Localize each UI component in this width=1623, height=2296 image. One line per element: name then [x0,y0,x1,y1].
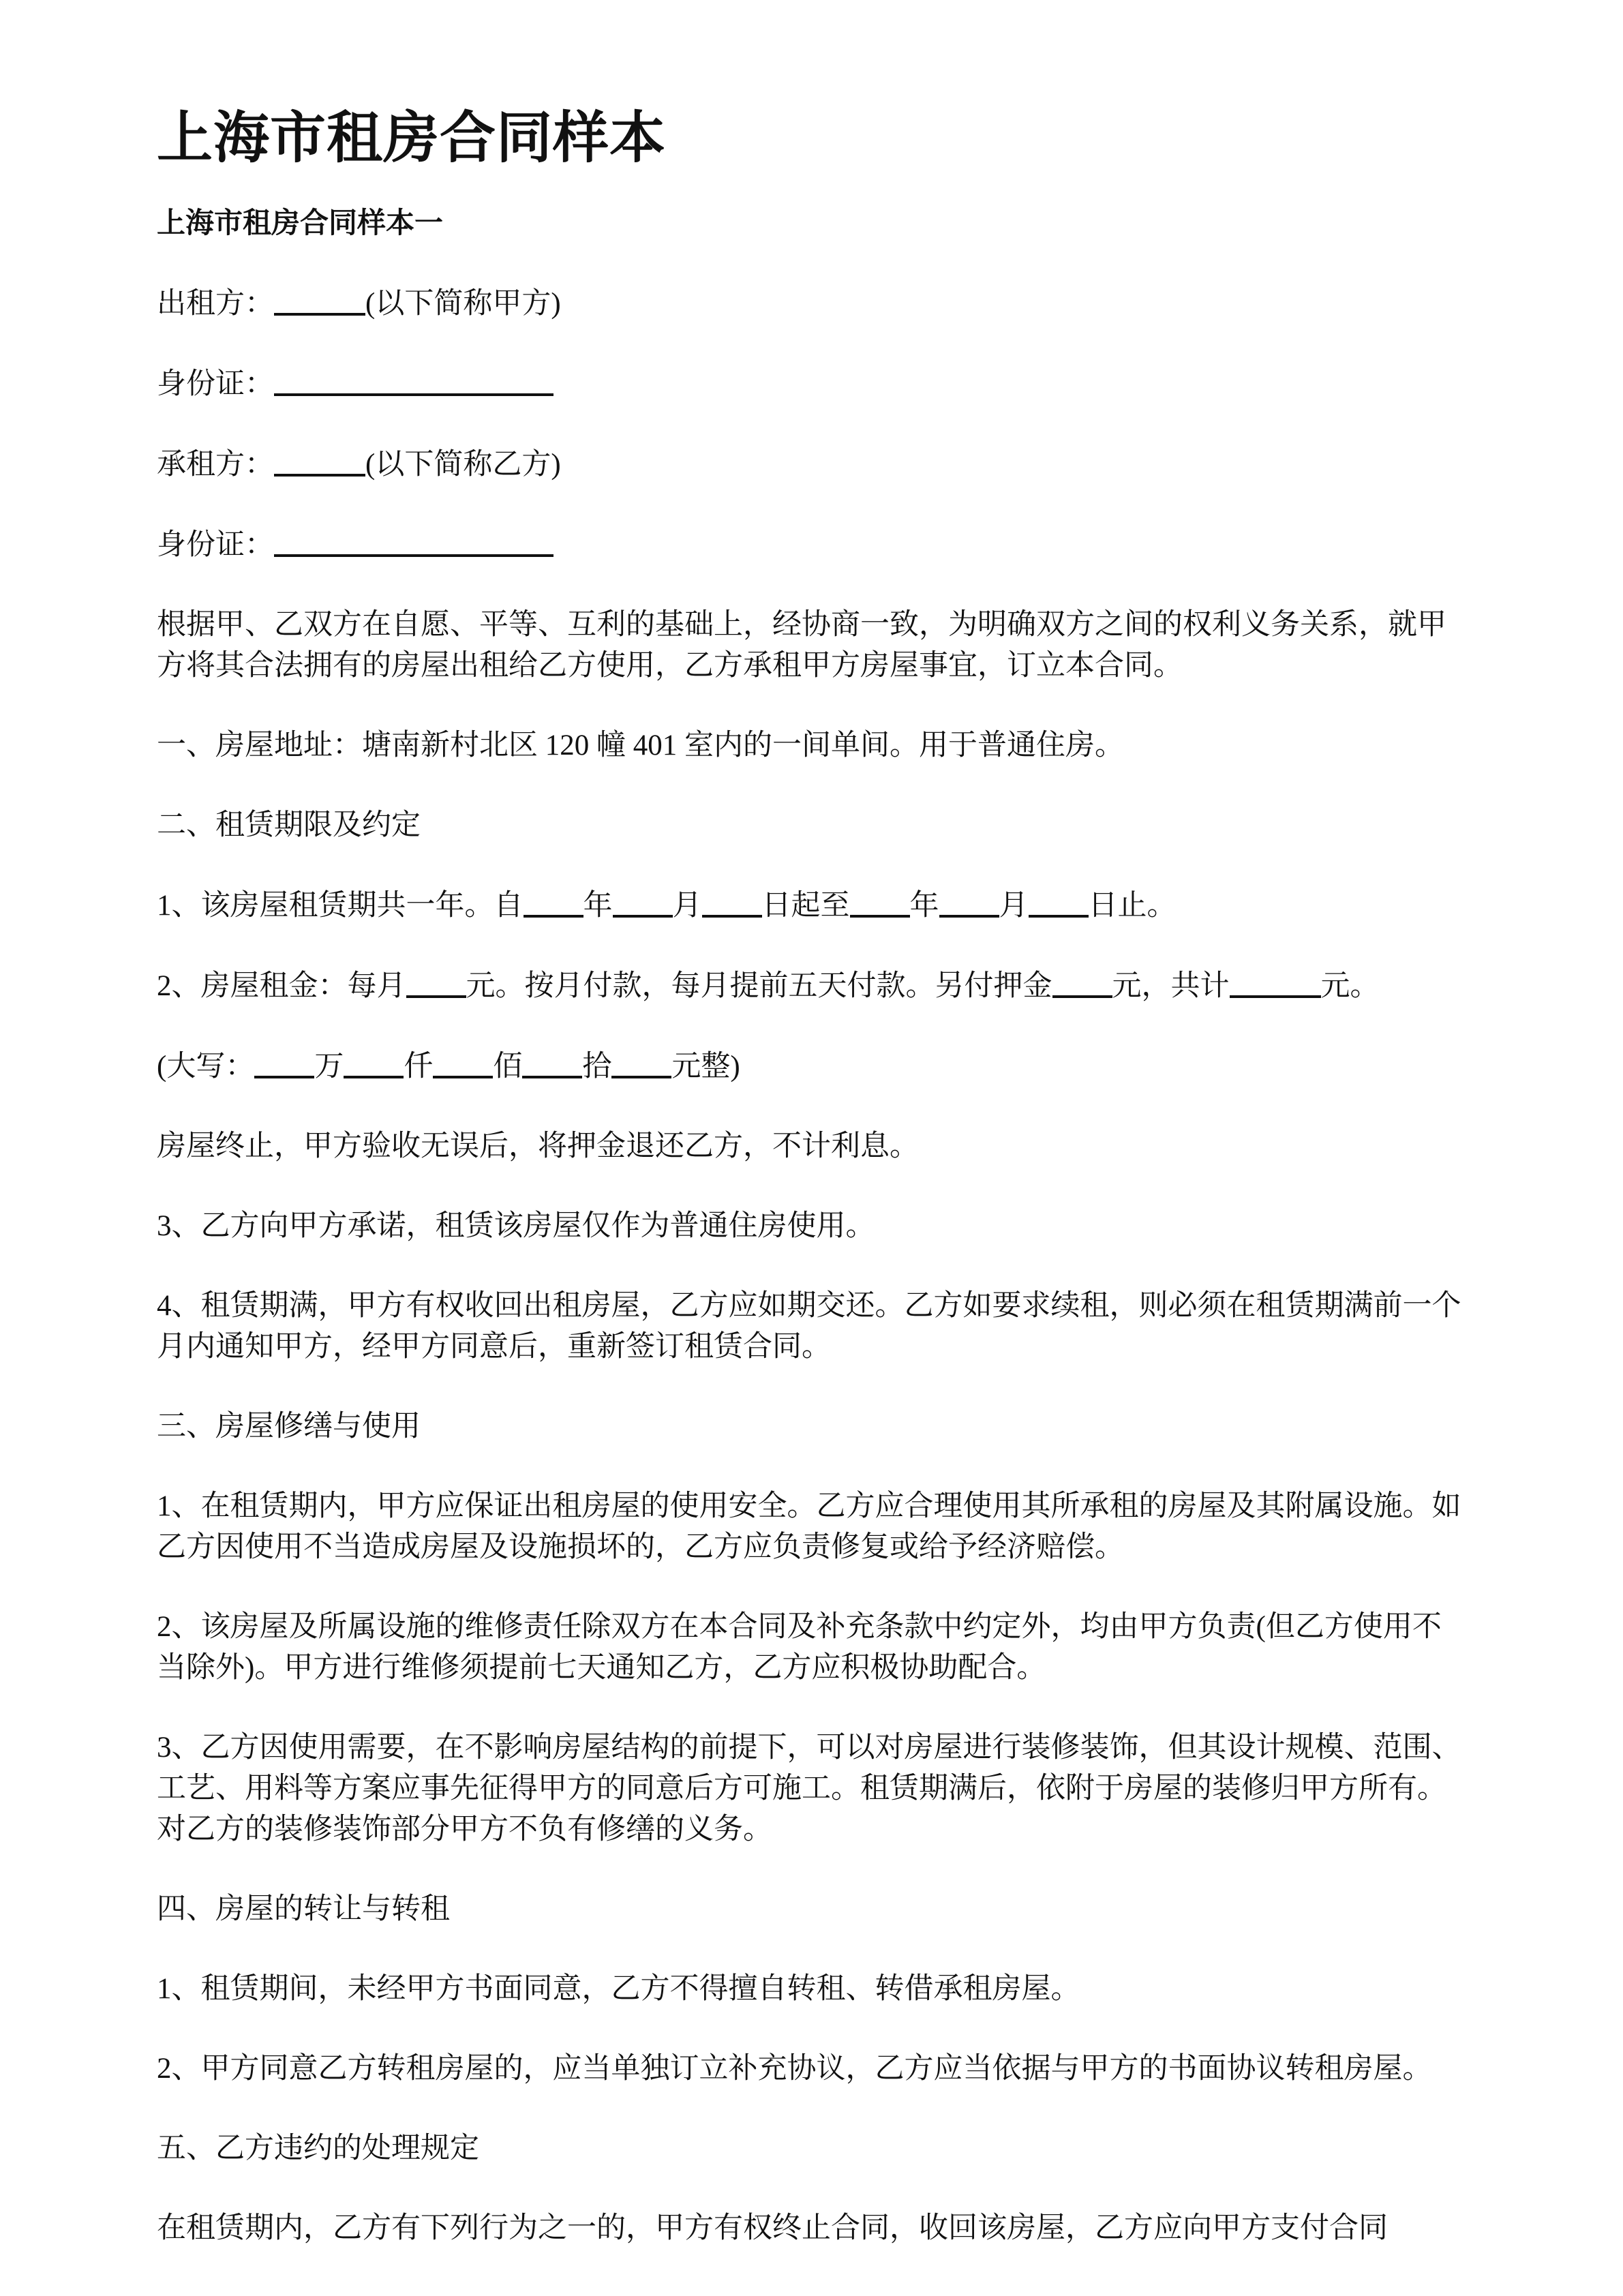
lease-term-clause [157,885,1466,926]
day-to-label: 日起至 [761,889,850,922]
lessor-suffix: (以下简称甲方) [365,287,561,320]
qian-blank[interactable] [344,1046,404,1078]
capital-label: (大写： [157,1050,255,1083]
total-label: 元，共计 [1112,969,1230,1002]
repair-clause-3: 3、乙方因使用需要，在不影响房屋结构的前提下，可以对房屋进行装修装饰，但其设计规模、范围、工艺、用料等方案应事先征得甲方的同意后方可施工。租赁期满后，依附于房屋的装修归甲方所有。对乙方的装修装饰部分甲方不负有修缮的义务。 [157,1731,1461,1845]
rent-payment-text: 元。按月付款，每月提前五天付款。另付押金 [466,969,1052,1002]
year-label: 年 [583,889,613,922]
yuan-blank[interactable] [611,1046,671,1078]
usage-clause: 3、乙方向甲方承诺，租赁该房屋仅作为普通住房使用。 [157,1209,875,1242]
month-label: 月 [999,889,1029,922]
qian-label: 仟 [404,1050,434,1083]
section-5-heading: 五、乙方违约的处理规定 [157,2132,479,2164]
monthly-rent-blank[interactable] [406,965,466,998]
lessee-label: 承租方： [157,448,274,481]
lessee-id-blank[interactable] [274,524,553,557]
lessor-id-label: 身份证： [157,367,274,400]
shi-blank[interactable] [522,1046,582,1078]
lessor-id-blank[interactable] [274,363,553,396]
wan-label: 万 [314,1050,344,1083]
sublease-clause-2: 2、甲方同意乙方转租房屋的，应当单独订立补充协议，乙方应当依据与甲方的书面协议转租房屋。 [157,2052,1432,2085]
rent-clause [157,965,1466,1007]
renewal-clause: 4、租赁期满，甲方有权收回出租房屋，乙方应如期交还。乙方如要求续租，则必须在租赁期满前一个月内通知甲方，经甲方同意后，重新签订租赁合同。 [157,1289,1461,1363]
shi-label: 拾 [582,1050,612,1083]
lessee-name-blank[interactable] [274,444,365,477]
lessee-id-label: 身份证： [157,528,274,561]
lease-term-text: 1、该房屋租赁期共一年。自 [157,889,524,922]
yuan-zheng-label: 元整) [671,1050,740,1083]
end-year-blank[interactable] [850,885,910,918]
start-year-blank[interactable] [524,885,583,918]
start-month-blank[interactable] [613,885,673,918]
document-title: 上海市租房合同样本 [157,106,667,170]
sublease-clause-1: 1、租赁期间，未经甲方书面同意，乙方不得擅自转租、转借承租房屋。 [157,1972,1080,2005]
year-label: 年 [909,889,939,922]
lessor-id-line [157,363,1466,405]
section-2-heading: 二、租赁期限及约定 [157,809,421,841]
total-blank[interactable] [1230,965,1321,998]
repair-clause-2: 2、该房屋及所属设施的维修责任除双方在本合同及补充条款中约定外，均由甲方负责(但乙方使用不当除外)。甲方进行维修须提前七天通知乙方，乙方应积极协助配合。 [157,1610,1442,1684]
month-label: 月 [672,889,702,922]
yuan-label: 元。 [1320,969,1380,1002]
lessee-id-line [157,524,1466,566]
section-3-heading: 三、房屋修缮与使用 [157,1410,421,1442]
deposit-blank[interactable] [1052,965,1112,998]
end-day-blank[interactable] [1029,885,1089,918]
repair-clause-1: 1、在租赁期内，甲方应保证出租房屋的使用安全。乙方应合理使用其所承租的房屋及其附属设施。如乙方因使用不当造成房屋及设施损坏的，乙方应负责修复或给予经济赔偿。 [157,1490,1461,1563]
wan-blank[interactable] [254,1046,314,1078]
preamble-paragraph: 根据甲、乙双方在自愿、平等、互利的基础上，经协商一致，为明确双方之间的权利义务关系，就甲方将其合法拥有的房屋出租给乙方使用，乙方承租甲方房屋事宜，订立本合同。 [157,608,1446,682]
deposit-return-clause: 房屋终止，甲方验收无误后，将押金退还乙方，不计利息。 [157,1130,919,1162]
lessee-line [157,444,1466,485]
rent-text: 2、房屋租金：每月 [157,969,406,1002]
lessee-suffix: (以下简称乙方) [365,448,561,481]
amount-in-words [157,1046,1466,1087]
breach-clause: 在租赁期内，乙方有下列行为之一的，甲方有权终止合同，收回该房屋，乙方应向甲方支付合同 [157,2211,1388,2244]
lessor-line [157,283,1466,324]
section-4-heading: 四、房屋的转让与转租 [157,1892,450,1925]
document-subtitle: 上海市租房合同样本一 [157,206,444,240]
day-end-label: 日止。 [1088,889,1177,922]
end-month-blank[interactable] [939,885,999,918]
lessor-label: 出租方： [157,287,274,320]
lessor-name-blank[interactable] [274,283,365,316]
start-day-blank[interactable] [702,885,762,918]
section-1-address: 一、房屋地址：塘南新村北区 120 幢 401 室内的一间单间。用于普通住房。 [157,729,1124,761]
bai-label: 佰 [493,1050,523,1083]
bai-blank[interactable] [433,1046,493,1078]
